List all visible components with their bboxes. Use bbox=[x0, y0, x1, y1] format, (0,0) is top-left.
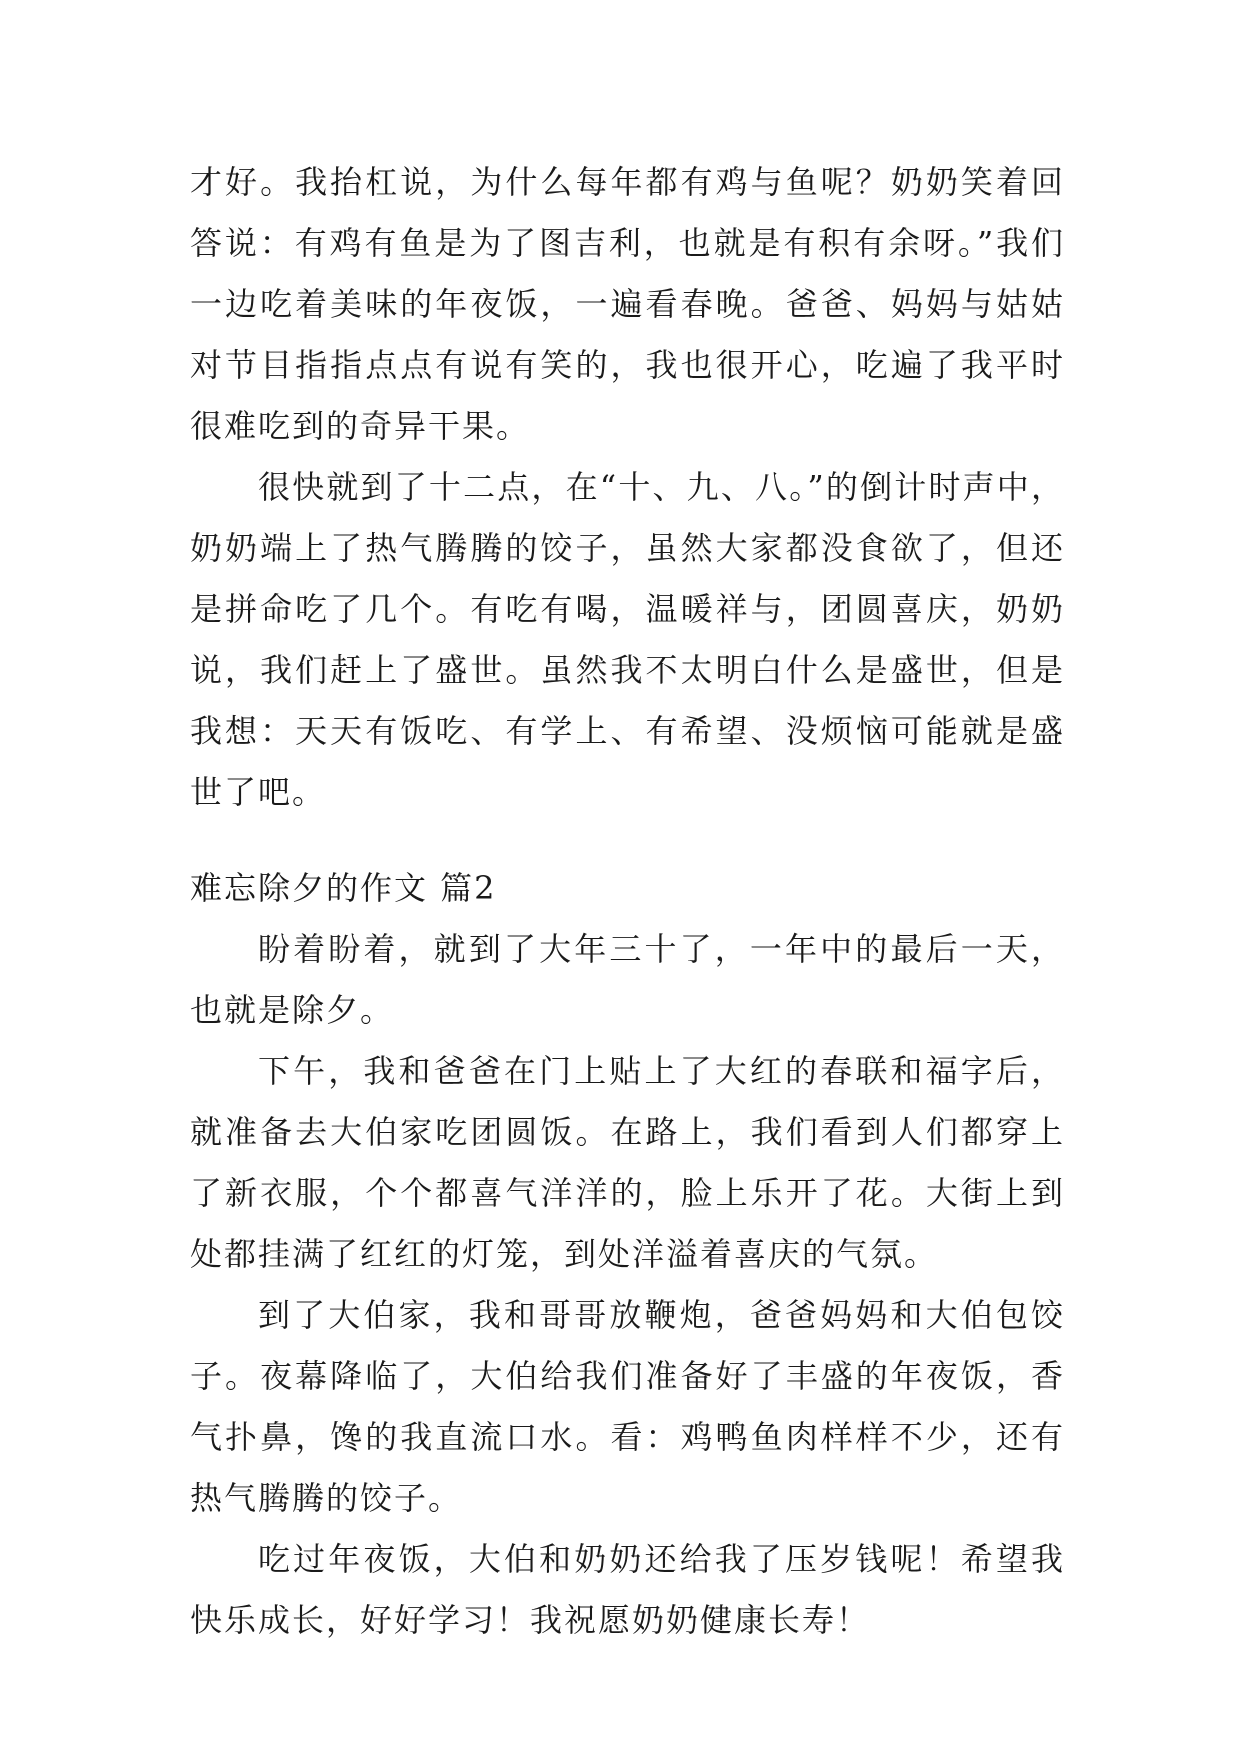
paragraph-intro: 盼着盼着，就到了大年三十了，一年中的最后一天，也就是除夕。 bbox=[190, 930, 1065, 1029]
paragraph-continued: 才好。我抬杠说，为什么每年都有鸡与鱼呢？奶奶笑着回答说：有鸡有鱼是为了图吉利，也就是有积有余呀。”我们一边吃着美味的年夜饭，一遍看春晚。爸爸、妈妈与姑姑对节目指指点点有说有笑的，我也很开心，吃遍了我平时很难吃到的奇异干果。 bbox=[190, 163, 1065, 445]
section-title: 难忘除夕的作文 篇2 bbox=[190, 869, 497, 907]
paragraph-lucky-money: 吃过年夜饭，大伯和奶奶还给我了压岁钱呢！希望我快乐成长，好好学习！我祝愿奶奶健康长寿！ bbox=[190, 1540, 1065, 1639]
paragraph-dinner: 到了大伯家，我和哥哥放鞭炮，爸爸妈妈和大伯包饺子。夜幕降临了，大伯给我们准备好了丰盛的年夜饭，香气扑鼻，馋的我直流口水。看：鸡鸭鱼肉样样不少，还有热气腾腾的饺子。 bbox=[190, 1296, 1065, 1517]
paragraph-afternoon: 下午，我和爸爸在门上贴上了大红的春联和福字后，就准备去大伯家吃团圆饭。在路上，我们看到人们都穿上了新衣服，个个都喜气洋洋的，脸上乐开了花。大街上到处都挂满了红红的灯笼，到处洋溢着喜庆的气氛。 bbox=[190, 1052, 1065, 1273]
paragraph-countdown: 很快就到了十二点，在“十、九、八。”的倒计时声中，奶奶端上了热气腾腾的饺子，虽然大家都没食欲了，但还是拼命吃了几个。有吃有喝，温暖祥与，团圆喜庆，奶奶说，我们赶上了盛世。虽然我不太明白什么是盛世，但是我想：天天有饭吃、有学上、有希望、没烦恼可能就是盛世了吧。 bbox=[190, 468, 1065, 811]
document-body bbox=[190, 152, 1065, 1651]
